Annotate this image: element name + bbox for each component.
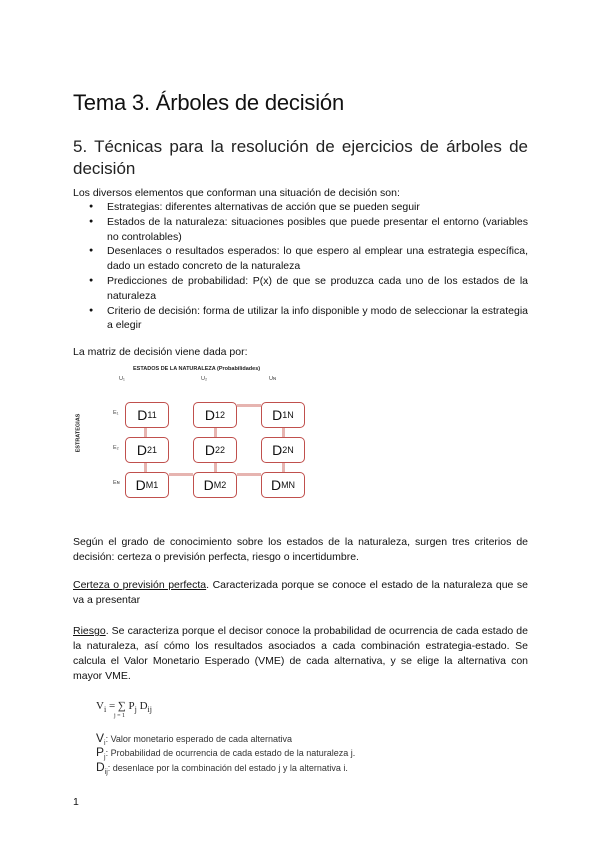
legend-item: $P_j$: Probabilidad de ocurrencia de cada estado de la naturaleza j. — [96, 745, 356, 761]
decision-matrix-diagram — [73, 366, 313, 496]
certeza-paragraph — [73, 578, 528, 608]
matrix-cell: D 12 — [193, 402, 237, 428]
row-head: E₂ — [113, 445, 119, 451]
sum-index: j = 1 — [114, 713, 126, 719]
column-head: U₂ — [201, 376, 208, 382]
connector — [214, 462, 217, 472]
row-head: E₁ — [113, 410, 119, 416]
certeza-term: Certeza o previsión perfecta — [73, 579, 207, 591]
criteria-paragraph: Según el grado de conocimiento sobre los estados de la naturaleza, surgen tres criterios de decisión: certeza o previsión perfecta, riesgo o incertidumbre. — [73, 536, 528, 563]
strategies-label: ESTRATEGIAS — [75, 413, 82, 453]
connector — [282, 462, 285, 472]
riesgo-text: . Se caracteriza porque el decisor conoce la probabilidad de ocurrencia de cada estado de la naturaleza, así cómo los resultados asociados a cada combinación estrategia-estado. Se calcula el Valor Monetario Esperado (VME) de cada alternativa, y se elige la alternativa con mayor VME. — [73, 625, 528, 682]
connector — [144, 462, 147, 472]
connector — [169, 473, 193, 476]
matrix-cell: D M1 — [125, 472, 169, 498]
connector — [237, 404, 261, 407]
matrix-cell: D M2 — [193, 472, 237, 498]
section-heading: 5. Técnicas para la resolución de ejercicios de árboles de decisión — [73, 137, 528, 178]
legend-item: $V_i$: Valor monetario esperado de cada alternativa — [96, 731, 293, 747]
matrix-cell: D 1N — [261, 402, 305, 428]
column-head: Uɴ — [269, 376, 277, 382]
connector — [144, 427, 147, 437]
list-item: ● Estados de la naturaleza: situaciones posibles que puede presentar el entorno (variables no controlables) — [73, 215, 528, 245]
list-item: ● Predicciones de probabilidad: P(x) de que se produzca cada uno de los estados de la naturaleza — [73, 274, 528, 304]
matrix-caption: La matriz de decisión viene dada por: — [73, 346, 248, 358]
matrix-cell: D 21 — [125, 437, 169, 463]
matrix-cell: D 11 — [125, 402, 169, 428]
riesgo-term: Riesgo — [73, 625, 106, 637]
certeza-text: . Caracterizada porque se conoce el estado de la naturaleza que se va a presentar — [73, 579, 528, 606]
column-head: U₁ — [119, 376, 125, 382]
intro-text: Los diversos elementos que conforman una situación de decisión son: — [73, 187, 400, 199]
matrix-cell: D 22 — [193, 437, 237, 463]
elements-list — [73, 200, 528, 333]
riesgo-paragraph — [73, 624, 528, 684]
connector — [282, 427, 285, 437]
list-item: ● Desenlaces o resultados esperados: lo que espero al emplear una estrategia específica, dado un estado concreto de la naturaleza — [73, 244, 528, 274]
matrix-cell: D 2N — [261, 437, 305, 463]
row-head: Eɴ — [113, 480, 120, 486]
legend-item: $D_{ij}$: desenlace por la combinación del estado j y la alternativa i. — [96, 760, 348, 776]
list-item: ● Estrategias: diferentes alternativas de acción que se pueden seguir — [73, 200, 528, 215]
diagram-title: ESTADOS DE LA NATURALEZA (Probabilidades) — [133, 366, 261, 372]
vme-formula: $V_i$ = ∑ $P_j$ $D_{ij}$ j = 1 — [96, 700, 152, 719]
matrix-cell: D MN — [261, 472, 305, 498]
list-item: ● Criterio de decisión: forma de utilizar la info disponible y modo de seleccionar la estrategia a elegir — [73, 304, 528, 334]
page-title: Tema 3. Árboles de decisión — [73, 90, 344, 115]
connector — [214, 427, 217, 437]
page-number: 1 — [73, 796, 79, 808]
connector — [237, 473, 261, 476]
